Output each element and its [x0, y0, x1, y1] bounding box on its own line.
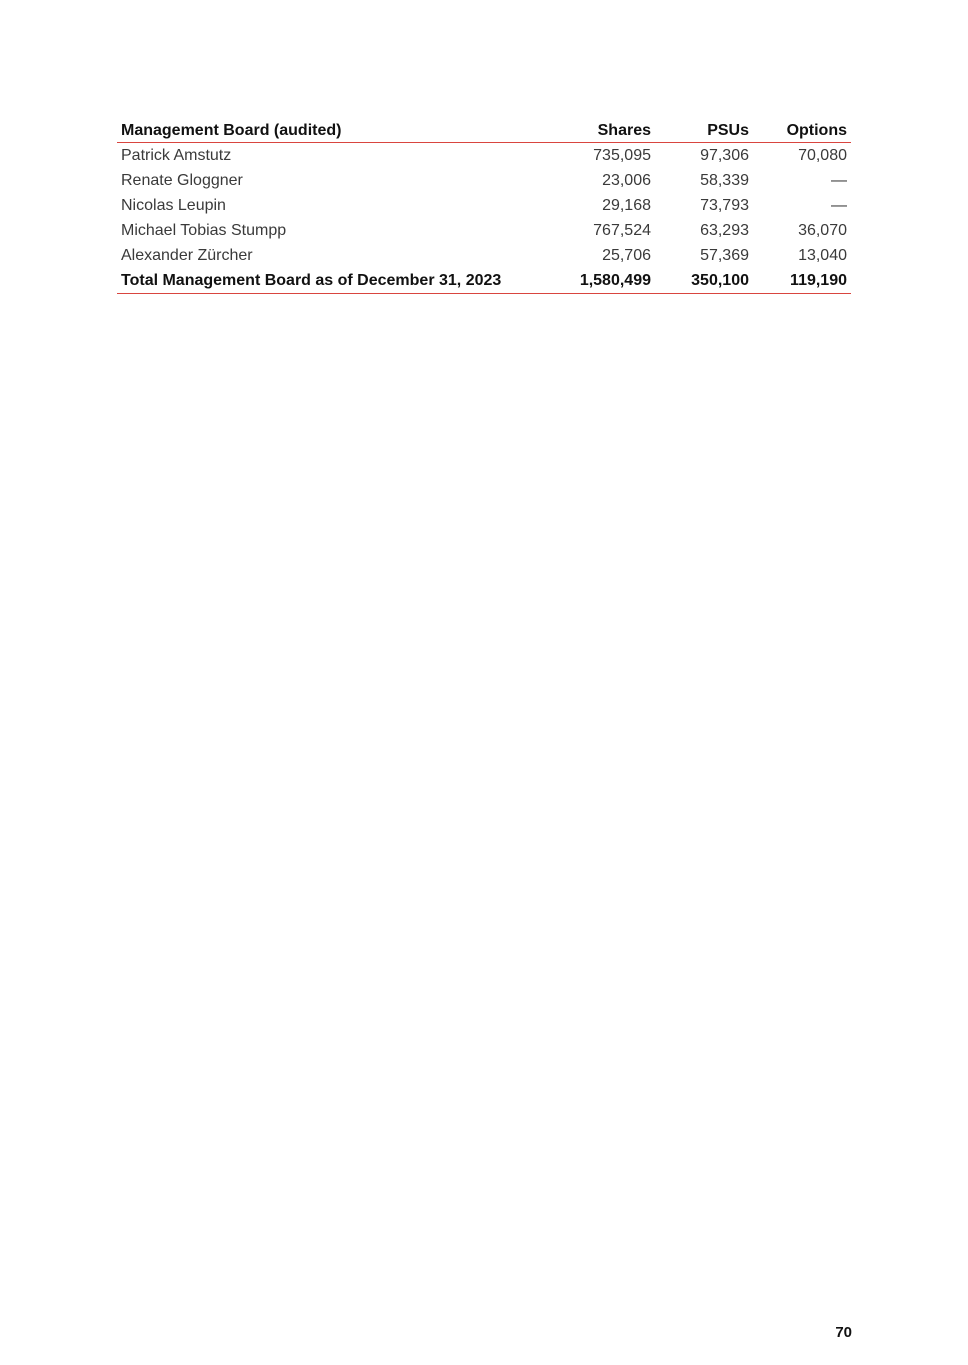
table-header-row: [117, 118, 851, 143]
row-psus: 73,793: [700, 197, 749, 214]
row-psus: 57,369: [700, 247, 749, 264]
row-options: —: [831, 197, 847, 214]
table-row: [117, 168, 851, 193]
row-shares: 23,006: [602, 172, 651, 189]
header-shares: Shares: [537, 118, 655, 143]
row-options: 13,040: [798, 247, 847, 264]
header-options: Options: [753, 118, 851, 143]
row-name: Alexander Zürcher: [121, 247, 253, 264]
table-row: [117, 218, 851, 243]
management-board-holdings-table: [117, 118, 851, 294]
row-psus: 58,339: [700, 172, 749, 189]
total-shares: 1,580,499: [537, 268, 655, 294]
table-row: [117, 243, 851, 268]
total-label: Total Management Board as of December 31, 2023: [117, 268, 537, 294]
total-options: 119,190: [753, 268, 851, 294]
total-row: [117, 268, 851, 294]
row-name: Michael Tobias Stumpp: [121, 222, 287, 239]
row-shares: 25,706: [602, 247, 651, 264]
row-shares: 767,524: [593, 222, 651, 239]
row-options: 36,070: [798, 222, 847, 239]
row-name: Renate Gloggner: [121, 172, 243, 189]
table-row: [117, 193, 851, 218]
row-shares: 735,095: [593, 147, 651, 164]
row-psus: 63,293: [700, 222, 749, 239]
page-number: 70: [835, 1324, 852, 1341]
row-name: Nicolas Leupin: [121, 197, 226, 214]
row-options: —: [831, 172, 847, 189]
header-psus: PSUs: [655, 118, 753, 143]
row-options: 70,080: [798, 147, 847, 164]
row-shares: 29,168: [602, 197, 651, 214]
total-psus: 350,100: [655, 268, 753, 294]
row-name: Patrick Amstutz: [121, 147, 232, 164]
row-psus: 97,306: [700, 147, 749, 164]
table-row: [117, 143, 851, 169]
header-management-board: Management Board (audited): [117, 118, 537, 143]
